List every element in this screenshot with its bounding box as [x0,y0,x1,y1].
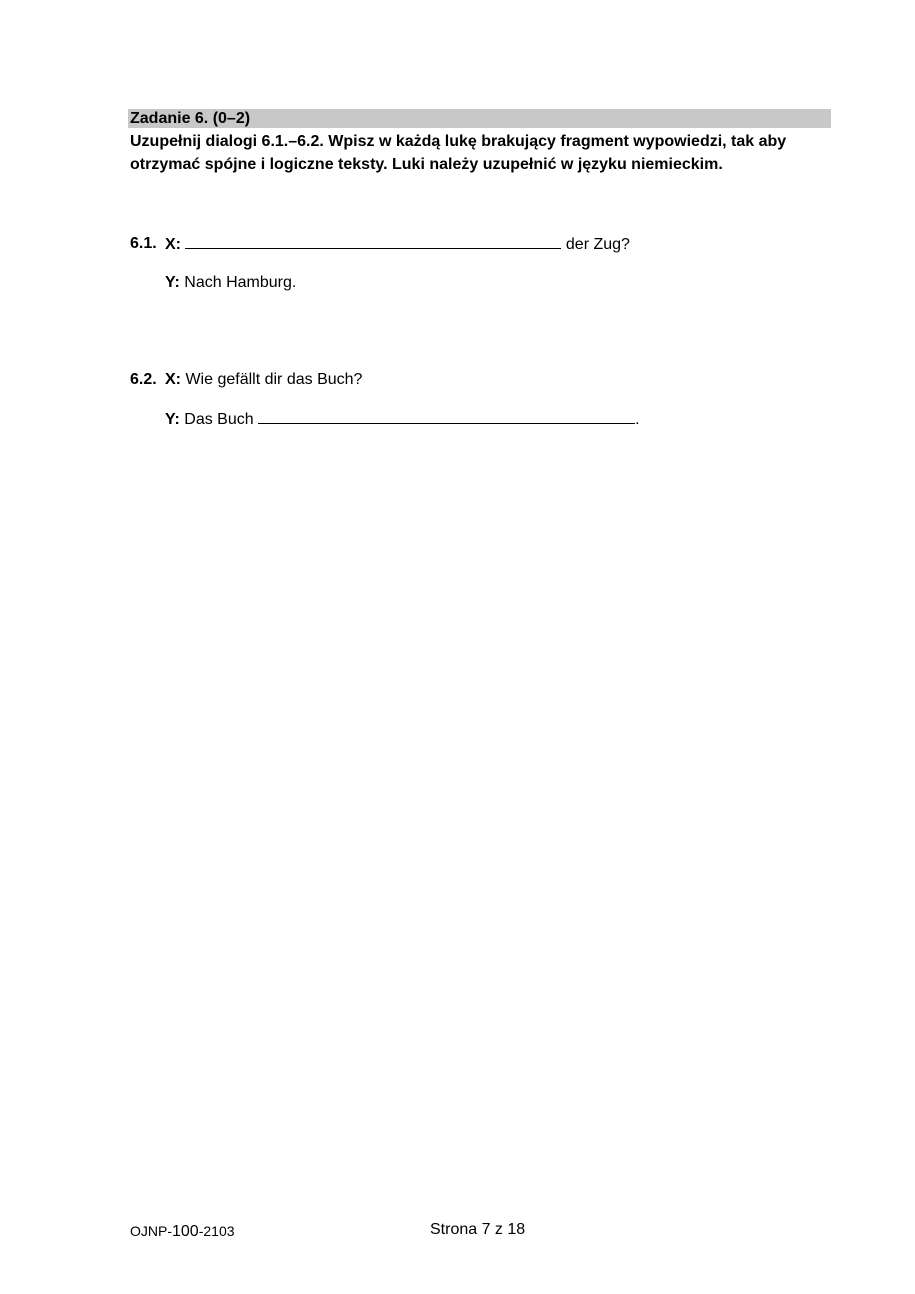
item-number: 6.1. [130,235,157,252]
item-x-line [165,370,362,390]
speaker-y-label: Y: [165,411,180,428]
item-x-line [165,234,630,255]
item-x-text-after: der Zug? [565,236,630,253]
item-y-line [165,409,640,430]
exam-code-prefix: OJNP- [130,1223,172,1239]
task-title: Zadanie 6. (0–2) [130,110,251,127]
speaker-x-label: X: [165,236,181,253]
task-instruction: Uzupełnij dialogi 6.1.–6.2. Wpisz w każdą lukę brakujący fragment wypowiedzi, tak aby otrzymać spójne i logiczne teksty. Luki należy uzupełnić w języku niemieckim. [130,133,787,173]
item-y-line [165,273,296,293]
item-y-text-after: . [635,411,640,428]
answer-gap-6-1[interactable] [185,234,561,249]
item-x-text: Wie gefällt dir das Buch? [185,371,363,388]
speaker-x-label: X: [165,371,181,388]
task-header-bar [128,109,831,128]
item-y-text-before: Das Buch [184,411,254,428]
item-number: 6.2. [130,371,157,388]
speaker-y-label: Y: [165,274,180,291]
exam-code [130,1223,235,1240]
exam-code-mid: 100 [172,1223,199,1240]
page-number: Strona 7 z 18 [430,1221,526,1238]
exam-code-suffix: -2103 [198,1223,235,1239]
item-y-text: Nach Hamburg. [184,274,297,291]
answer-gap-6-2[interactable] [258,409,635,424]
